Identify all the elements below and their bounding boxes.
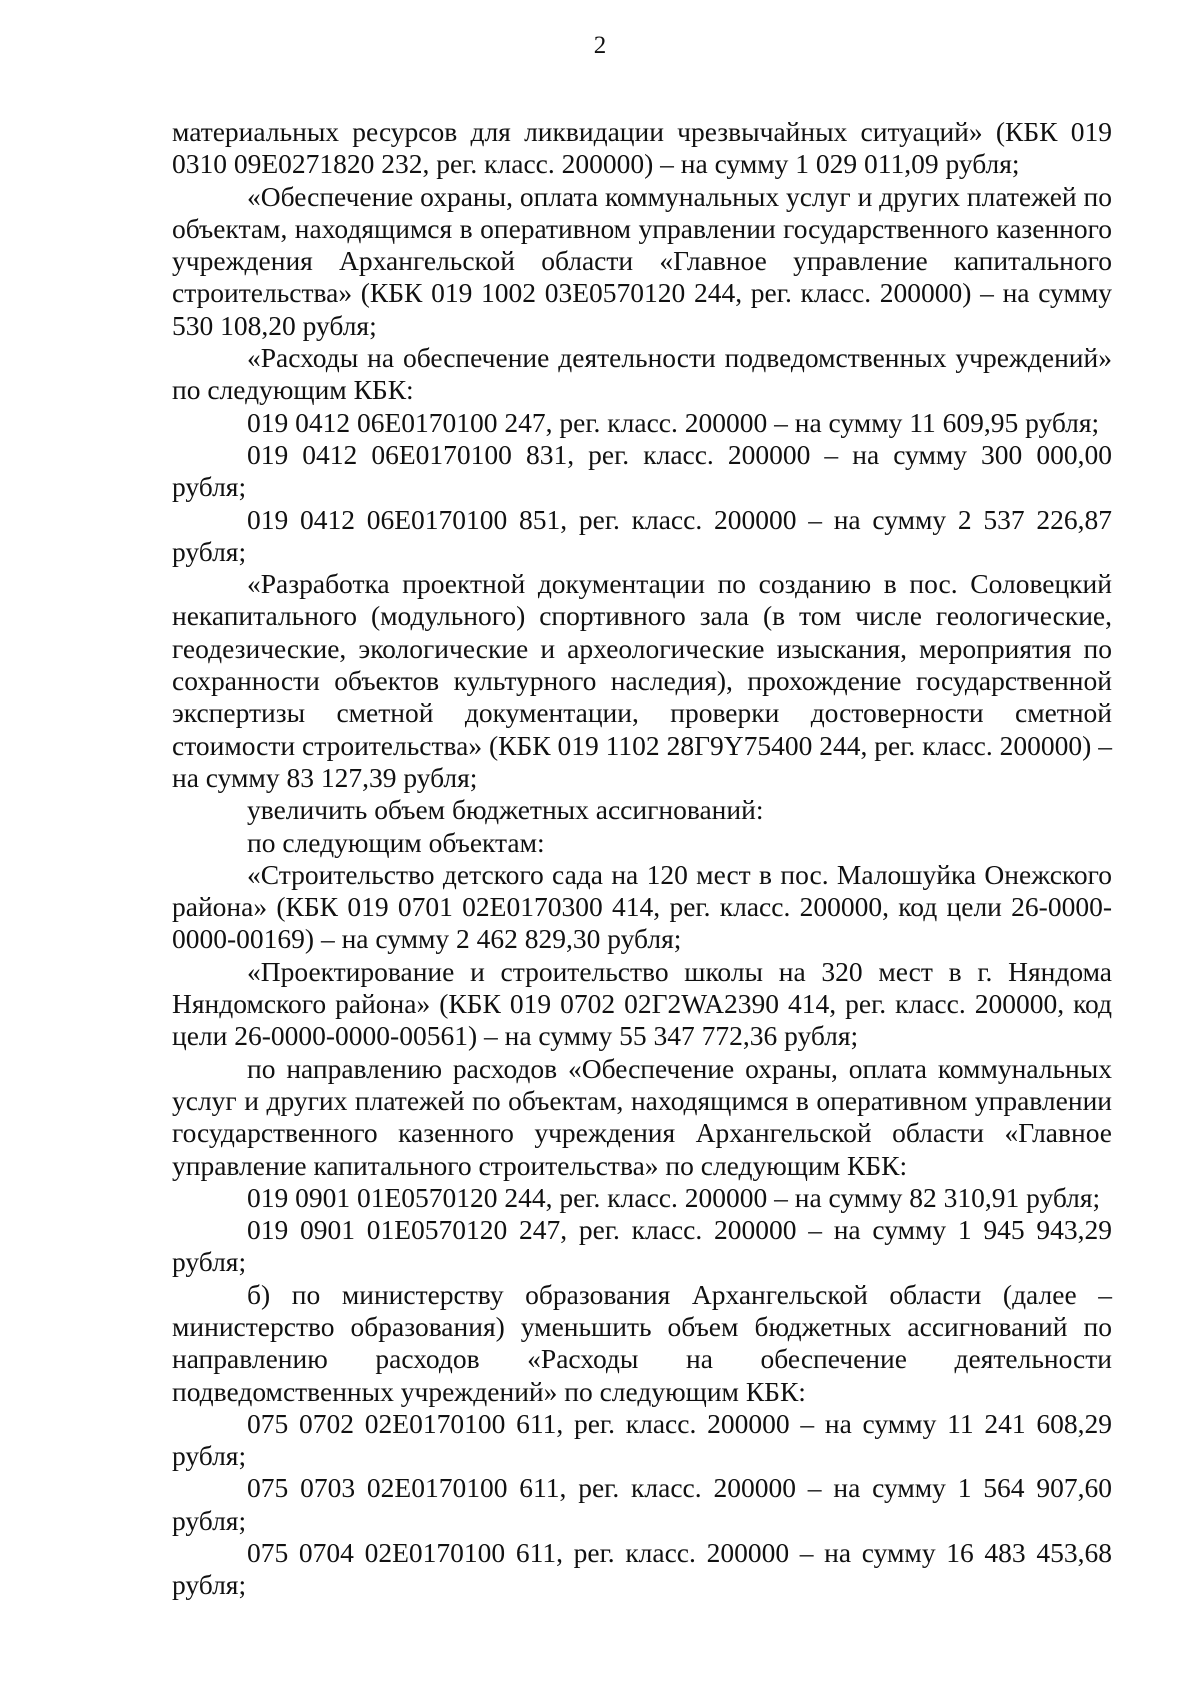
paragraph: «Разработка проектной документации по созданию в пос. Соловецкий некапитального (модульного) спортивного зала (в том числе геологические, геодезические, экологические и археологические изыскания, мероприятия по сохранности объектов культурного наследия), прохождение государственной экспертизы сметной документации, проверки достоверности сметной стоимости строительства» (КБК 019 1102 28Г9Y75400 244, рег. класс. 200000) – на сумму 83 127,39 рубля; <box>172 568 1112 793</box>
kbk-line: 075 0703 02Е0170100 611, рег. класс. 200000 – на сумму 1 564 907,60 рубля; <box>172 1472 1112 1536</box>
paragraph: по направлению расходов «Обеспечение охраны, оплата коммунальных услуг и других платежей по объектам, находящимся в оперативном управлении государственного казенного учреждения Архангельской области «Главное управление капитального строительства» по следующим КБК: <box>172 1052 1112 1181</box>
kbk-line: 075 0702 02Е0170100 611, рег. класс. 200000 – на сумму 11 241 608,29 рубля; <box>172 1407 1112 1472</box>
kbk-line: 019 0901 01Е0570120 247, рег. класс. 200000 – на сумму 1 945 943,29 рубля; <box>172 1214 1112 1278</box>
kbk-line: 019 0412 06Е0170100 831, рег. класс. 200000 – на сумму 300 000,00 рубля; <box>172 438 1112 503</box>
kbk-line: 019 0412 06Е0170100 851, рег. класс. 200000 – на сумму 2 537 226,87 рубля; <box>172 503 1112 567</box>
paragraph: б) по министерству образования Архангельской области (далее – министерство образования) уменьшить объем бюджетных ассигнований по направлению расходов «Расходы на обеспечение деятельности подведомственных учреждений» по следующим КБК: <box>172 1278 1112 1407</box>
paragraph: увеличить объем бюджетных ассигнований: <box>247 794 764 826</box>
kbk-line: 019 0412 06Е0170100 247, рег. класс. 200000 – на сумму 11 609,95 рубля; <box>247 406 1100 438</box>
kbk-line: 019 0901 01Е0570120 244, рег. класс. 200000 – на сумму 82 310,91 рубля; <box>247 1181 1101 1213</box>
paragraph: «Обеспечение охраны, оплата коммунальных услуг и других платежей по объектам, находящимся в оперативном управлении государственного казенного учреждения Архангельской области «Главное управление капитального строительства» (КБК 019 1002 03Е0570120 244, рег. класс. 200000) – на сумму 530 108,20 рубля; <box>172 180 1112 341</box>
paragraph: «Проектирование и строительство школы на 320 мест в г. Няндома Няндомского района» (КБК 019 0702 02Г2WA2390 414, рег. класс. 200000, код цели 26-0000-0000-00561) – на сумму 55 347 772,36 рубля; <box>172 955 1112 1052</box>
paragraph: «Расходы на обеспечение деятельности подведомственных учреждений» по следующим КБК: <box>172 342 1112 406</box>
paragraph: материальных ресурсов для ликвидации чрезвычайных ситуаций» (КБК 019 0310 09Е0271820 232, рег. класс. 200000) – на сумму 1 029 011,09 рубля; <box>172 116 1112 180</box>
paragraph: «Строительство детского сада на 120 мест в пос. Малошуйка Онежского района» (КБК 019 0701 02Е0170300 414, рег. класс. 200000, код цели 26-0000-0000-00169) – на сумму 2 462 829,30 рубля; <box>172 858 1112 955</box>
document-body <box>172 116 1112 1602</box>
page-number: 2 <box>593 32 607 59</box>
kbk-line: 075 0704 02Е0170100 611, рег. класс. 200000 – на сумму 16 483 453,68 рубля; <box>172 1537 1112 1601</box>
paragraph: по следующим объектам: <box>247 826 545 858</box>
